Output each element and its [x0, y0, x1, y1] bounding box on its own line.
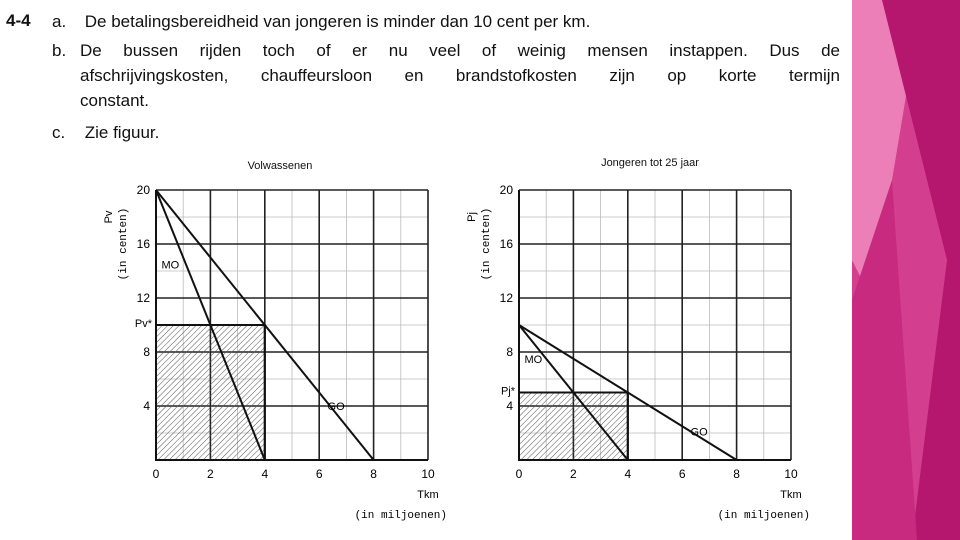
x-tick-label: 8: [733, 467, 740, 481]
x-tick-label: 4: [261, 467, 269, 481]
x-axis-label: Tkm: [780, 489, 802, 501]
item-text: Zie figuur.: [84, 123, 160, 142]
item-text: De betalingsbereidheid van jongeren is minder dan 10 cent per km.: [84, 12, 591, 31]
x-tick-label: 10: [784, 467, 798, 481]
chart-jongeren: [463, 178, 813, 530]
item-label: c.: [52, 123, 66, 142]
shaded-area: [519, 393, 628, 461]
shaded-area: [156, 325, 265, 460]
answer-a: [52, 11, 590, 33]
item-text-line: De bussen rijden toch of er nu veel of weinig mensen instappen. Dus de: [80, 41, 840, 60]
y-axis-label: Pv: [103, 210, 115, 224]
item-label: b.: [52, 41, 67, 60]
x-axis-unit: (in miljoenen): [354, 510, 448, 522]
y-tick-label: 4: [143, 399, 150, 413]
item-text-line: constant.: [80, 91, 149, 110]
series-label-go: GO: [327, 401, 345, 414]
y-tick-label: 12: [499, 291, 513, 305]
chart-title-jongeren: Jongeren tot 25 jaar: [601, 157, 699, 169]
x-tick-label: 0: [152, 467, 160, 481]
y-tick-label: 20: [499, 183, 513, 197]
y-tick-label: 16: [136, 237, 150, 251]
decorative-side-panel: [852, 0, 960, 540]
y-tick-label: 8: [143, 345, 150, 359]
x-tick-label: 6: [678, 467, 686, 481]
item-text-line: afschrijvingskosten, chauffeursloon en brandstofkosten zijn op korte termijn: [80, 66, 840, 85]
exercise-number: 4-4: [6, 11, 31, 30]
y-tick-label: 16: [499, 237, 513, 251]
x-tick-label: 0: [515, 467, 523, 481]
x-tick-label: 8: [370, 467, 377, 481]
price-label: Pv*: [134, 318, 152, 330]
answer-b: [52, 40, 842, 110]
x-tick-label: 2: [570, 467, 577, 481]
x-tick-label: 6: [315, 467, 323, 481]
y-tick-label: 20: [136, 183, 150, 197]
y-axis-unit: (in centen): [481, 207, 493, 281]
series-label-mo: MO: [161, 259, 180, 272]
y-axis-unit: (in centen): [118, 207, 130, 281]
x-tick-label: 10: [421, 467, 435, 481]
x-tick-label: 4: [624, 467, 632, 481]
chart-title-volwassenen: Volwassenen: [247, 160, 313, 172]
series-label-go: GO: [690, 426, 708, 439]
y-tick-label: 12: [136, 291, 150, 305]
y-tick-label: 8: [506, 345, 513, 359]
x-axis-unit: (in miljoenen): [717, 510, 811, 522]
item-label: a.: [52, 12, 67, 31]
y-axis-label: Pj: [466, 212, 478, 222]
price-label: Pj*: [500, 385, 515, 398]
x-axis-label: Tkm: [417, 489, 439, 501]
answer-c: [52, 122, 159, 144]
series-label-mo: MO: [524, 353, 543, 366]
y-tick-label: 4: [506, 399, 513, 413]
chart-volwassenen: [100, 178, 450, 530]
x-tick-label: 2: [207, 467, 214, 481]
